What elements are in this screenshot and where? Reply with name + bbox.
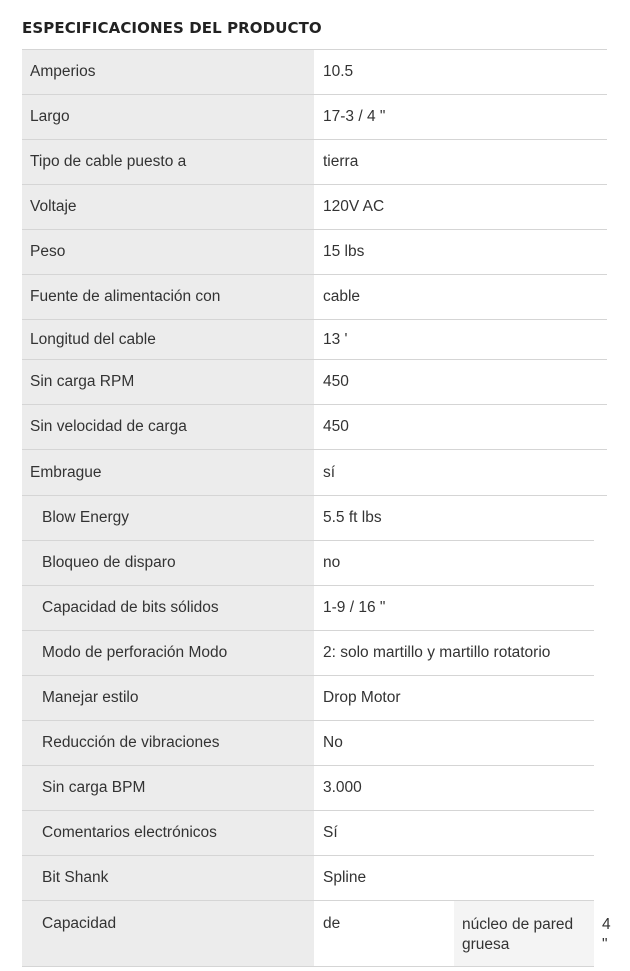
- spec-label: Bit Shank: [22, 856, 314, 900]
- spec-row: [22, 721, 594, 766]
- spec-row: [22, 766, 594, 811]
- spec-label: Sin carga RPM: [22, 360, 314, 404]
- spec-value: 15 lbs: [314, 230, 607, 274]
- spec-row: [22, 450, 607, 496]
- spec-row: [22, 811, 594, 856]
- spec-label: Peso: [22, 230, 314, 274]
- spec-row: [22, 185, 607, 230]
- spec-value: 5.5 ft lbs: [314, 496, 594, 540]
- spec-label: Comentarios electrónicos: [22, 811, 314, 855]
- spec-label: Longitud del cable: [22, 320, 314, 359]
- spec-label: Amperios: [22, 50, 314, 94]
- spec-row: [22, 405, 607, 450]
- spec-row: [22, 676, 594, 721]
- spec-value: 3.000: [314, 766, 594, 810]
- spec-row: [22, 230, 607, 275]
- spec-label: Embrague: [22, 450, 314, 495]
- spec-row: [22, 631, 594, 676]
- spec-value: de: [314, 901, 454, 966]
- spec-row: [22, 140, 607, 185]
- spec-value-extra: núcleo de pared gruesa: [454, 901, 594, 966]
- spec-value: sí: [314, 450, 607, 495]
- spec-value: 1-9 / 16 ": [314, 586, 594, 630]
- spec-label: Reducción de vibraciones: [22, 721, 314, 765]
- spec-label: Sin velocidad de carga: [22, 405, 314, 449]
- section-title: ESPECIFICACIONES DEL PRODUCTO: [22, 19, 322, 37]
- spec-label: Modo de perforación Modo: [22, 631, 314, 675]
- spec-label: Capacidad: [22, 901, 314, 966]
- spec-row: [22, 95, 607, 140]
- spec-row: [22, 50, 607, 95]
- spec-label: Voltaje: [22, 185, 314, 229]
- spec-row-capacidad: [22, 901, 611, 967]
- spec-row: [22, 856, 594, 901]
- spec-value: cable: [314, 275, 607, 319]
- spec-value: 2: solo martillo y martillo rotatorio: [314, 631, 594, 675]
- spec-value: tierra: [314, 140, 607, 184]
- spec-label: Largo: [22, 95, 314, 139]
- spec-row: [22, 586, 594, 631]
- spec-label: Bloqueo de disparo: [22, 541, 314, 585]
- spec-value: 450: [314, 360, 607, 404]
- spec-value: Drop Motor: [314, 676, 594, 720]
- spec-value: Spline: [314, 856, 594, 900]
- spec-row: [22, 360, 607, 405]
- spec-row: [22, 320, 607, 360]
- spec-label: Blow Energy: [22, 496, 314, 540]
- spec-value: No: [314, 721, 594, 765]
- spec-value: 120V AC: [314, 185, 607, 229]
- spec-label: Fuente de alimentación con: [22, 275, 314, 319]
- spec-label: Capacidad de bits sólidos: [22, 586, 314, 630]
- spec-row: [22, 541, 594, 586]
- spec-value-extra: 4 ": [602, 916, 611, 953]
- spec-value: Sí: [314, 811, 594, 855]
- spec-value: no: [314, 541, 594, 585]
- spec-label: Sin carga BPM: [22, 766, 314, 810]
- spec-value: 10.5: [314, 50, 607, 94]
- spec-value: 17-3 / 4 ": [314, 95, 607, 139]
- spec-row: [22, 496, 594, 541]
- spec-row: [22, 275, 607, 320]
- spec-value: 450: [314, 405, 607, 449]
- spec-value: 13 ': [314, 320, 607, 359]
- spec-label: Tipo de cable puesto a: [22, 140, 314, 184]
- spec-label: Manejar estilo: [22, 676, 314, 720]
